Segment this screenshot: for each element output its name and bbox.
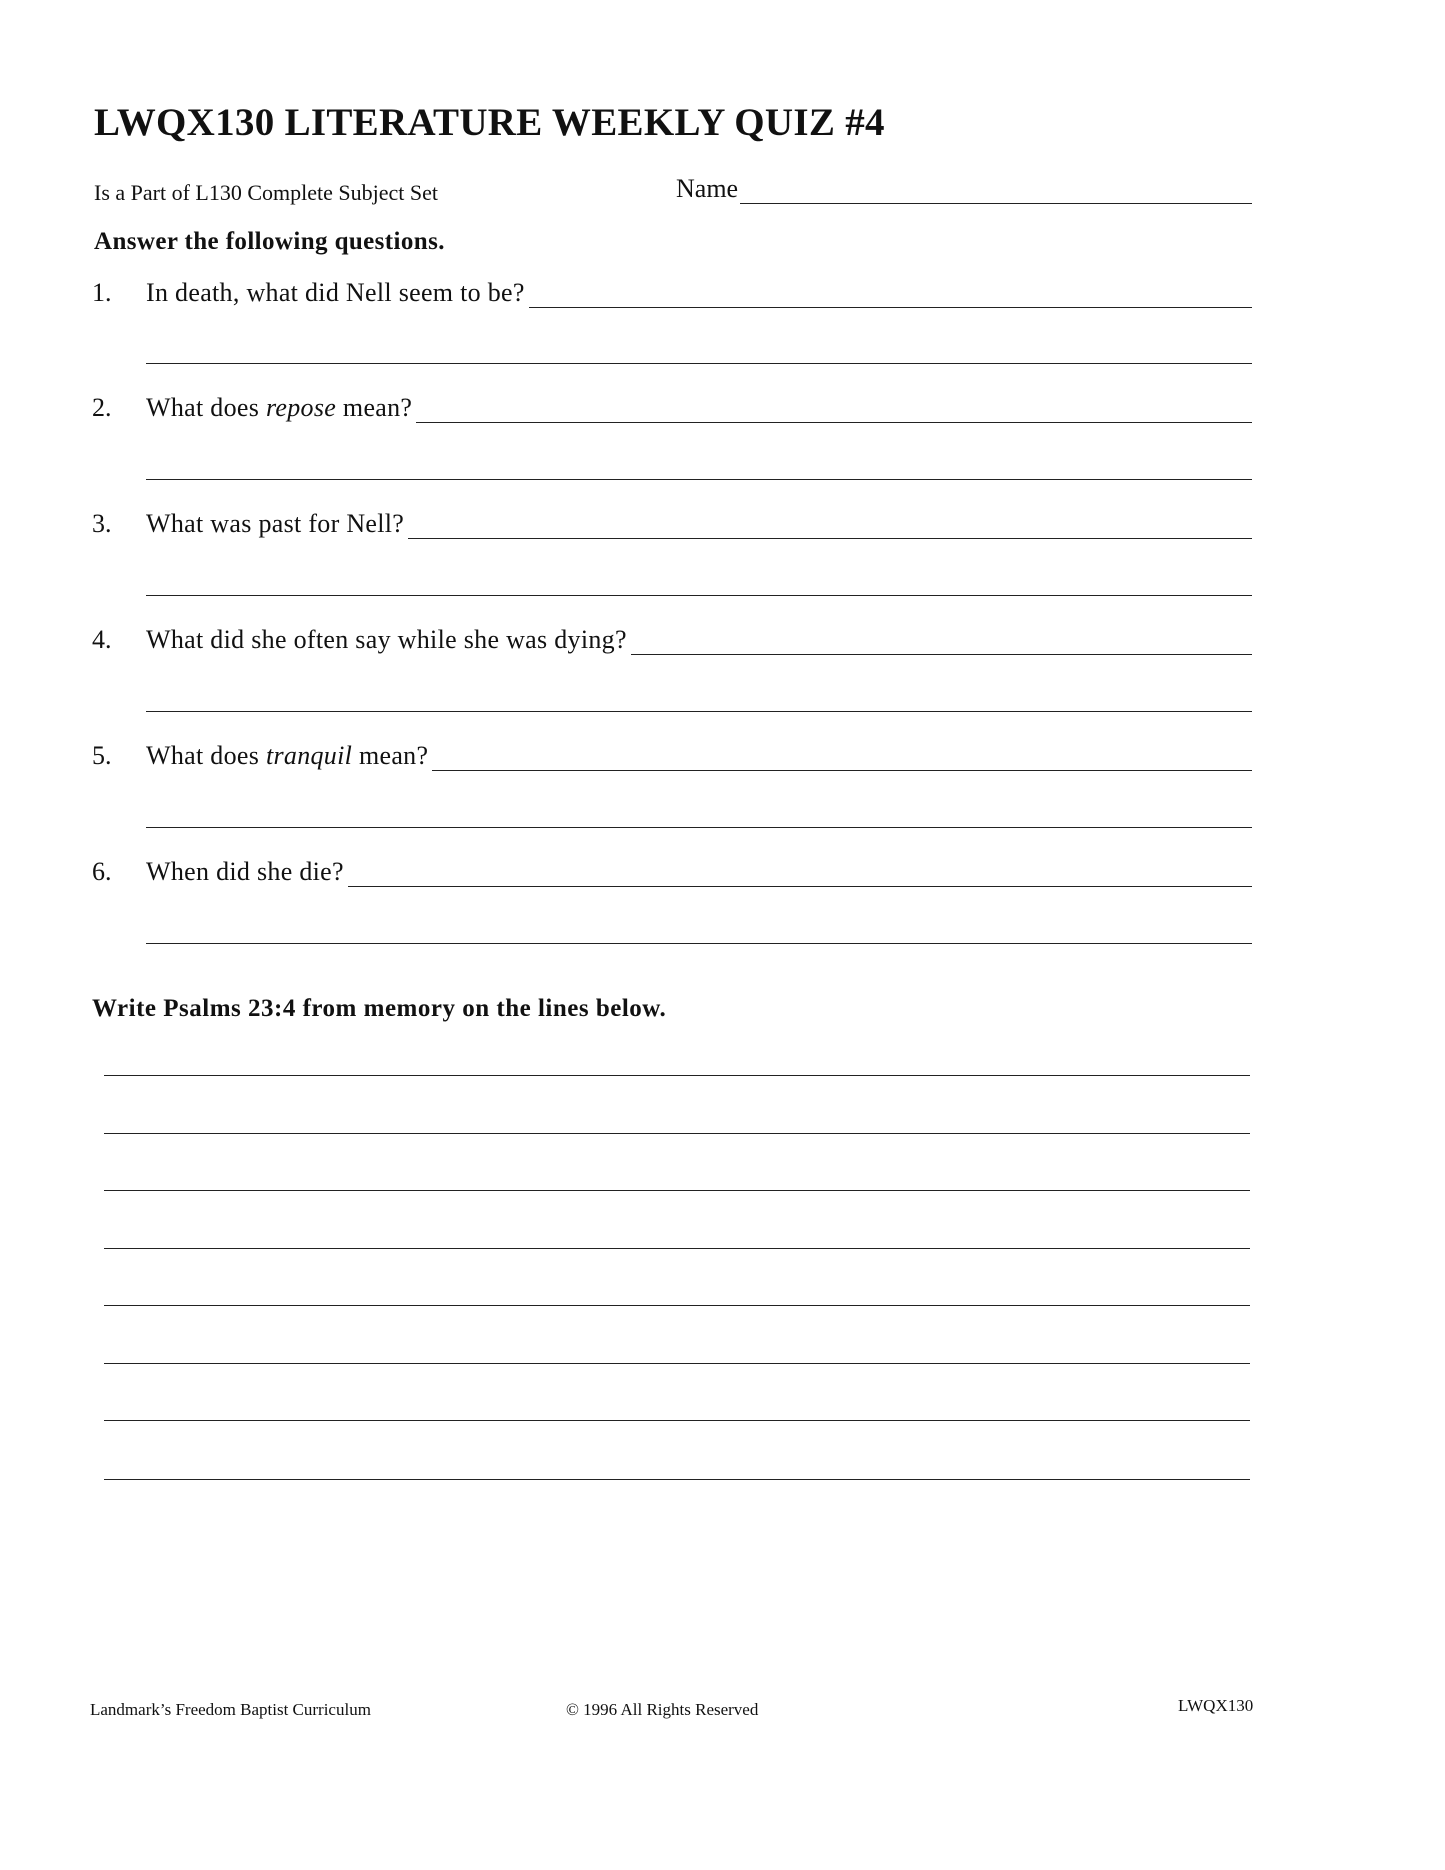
footer-code: LWQX130 xyxy=(1178,1696,1254,1715)
vocabulary-term: tranquil xyxy=(265,741,353,770)
question-text-end: mean? xyxy=(352,741,429,770)
answer-line-continued[interactable] xyxy=(146,363,1252,364)
answer-line[interactable] xyxy=(529,281,1252,308)
question-text: What was past for Nell? xyxy=(146,509,405,538)
footer-publisher: Landmark’s Freedom Baptist Curriculum xyxy=(90,1700,371,1719)
question-text-start: What does xyxy=(146,393,266,422)
answer-line[interactable] xyxy=(416,396,1252,423)
answer-line[interactable] xyxy=(348,860,1252,887)
answer-line-continued[interactable] xyxy=(146,827,1252,828)
memory-line-3[interactable] xyxy=(104,1190,1250,1191)
memory-line-2[interactable] xyxy=(104,1133,1250,1134)
memory-verse-instruction: Write Psalms 23:4 from memory on the lines below. xyxy=(92,995,667,1022)
question-number: 2. xyxy=(92,393,112,422)
memory-line-4[interactable] xyxy=(104,1248,1250,1249)
memory-line-1[interactable] xyxy=(104,1075,1250,1076)
footer-copyright: © 1996 All Rights Reserved xyxy=(566,1700,759,1719)
answer-line-continued[interactable] xyxy=(146,711,1252,712)
question-1 xyxy=(92,278,1252,308)
instructions-heading: Answer the following questions. xyxy=(94,228,445,255)
answer-line-continued[interactable] xyxy=(146,595,1252,596)
name-field[interactable] xyxy=(676,174,1252,204)
subject-set-note: Is a Part of L130 Complete Subject Set xyxy=(94,180,438,205)
question-number: 5. xyxy=(92,741,112,770)
memory-line-7[interactable] xyxy=(104,1420,1250,1421)
answer-line-continued[interactable] xyxy=(146,479,1252,480)
name-label: Name xyxy=(676,174,739,203)
question-text xyxy=(146,741,428,771)
question-3 xyxy=(92,509,1252,539)
memory-line-8[interactable] xyxy=(104,1479,1250,1480)
question-4 xyxy=(92,625,1252,655)
question-text-start: What does xyxy=(146,741,266,770)
question-number: 4. xyxy=(92,625,112,654)
question-text-end: mean? xyxy=(336,393,413,422)
answer-line-continued[interactable] xyxy=(146,943,1252,944)
question-text xyxy=(146,393,412,423)
answer-line[interactable] xyxy=(408,512,1252,539)
question-number: 3. xyxy=(92,509,112,538)
memory-line-6[interactable] xyxy=(104,1363,1250,1364)
question-text: What did she often say while she was dying? xyxy=(146,625,627,654)
question-6 xyxy=(92,857,1252,887)
question-text: In death, what did Nell seem to be? xyxy=(146,278,525,307)
answer-line[interactable] xyxy=(631,628,1252,655)
question-text: When did she die? xyxy=(146,857,344,886)
question-2 xyxy=(92,393,1252,423)
memory-line-5[interactable] xyxy=(104,1305,1250,1306)
name-answer-line[interactable] xyxy=(740,175,1252,204)
question-number: 6. xyxy=(92,857,112,886)
vocabulary-term: repose xyxy=(265,393,337,422)
question-5 xyxy=(92,741,1252,771)
answer-line[interactable] xyxy=(432,744,1252,771)
page-title: LWQX130 LITERATURE WEEKLY QUIZ #4 xyxy=(94,101,885,144)
question-number: 1. xyxy=(92,278,112,307)
